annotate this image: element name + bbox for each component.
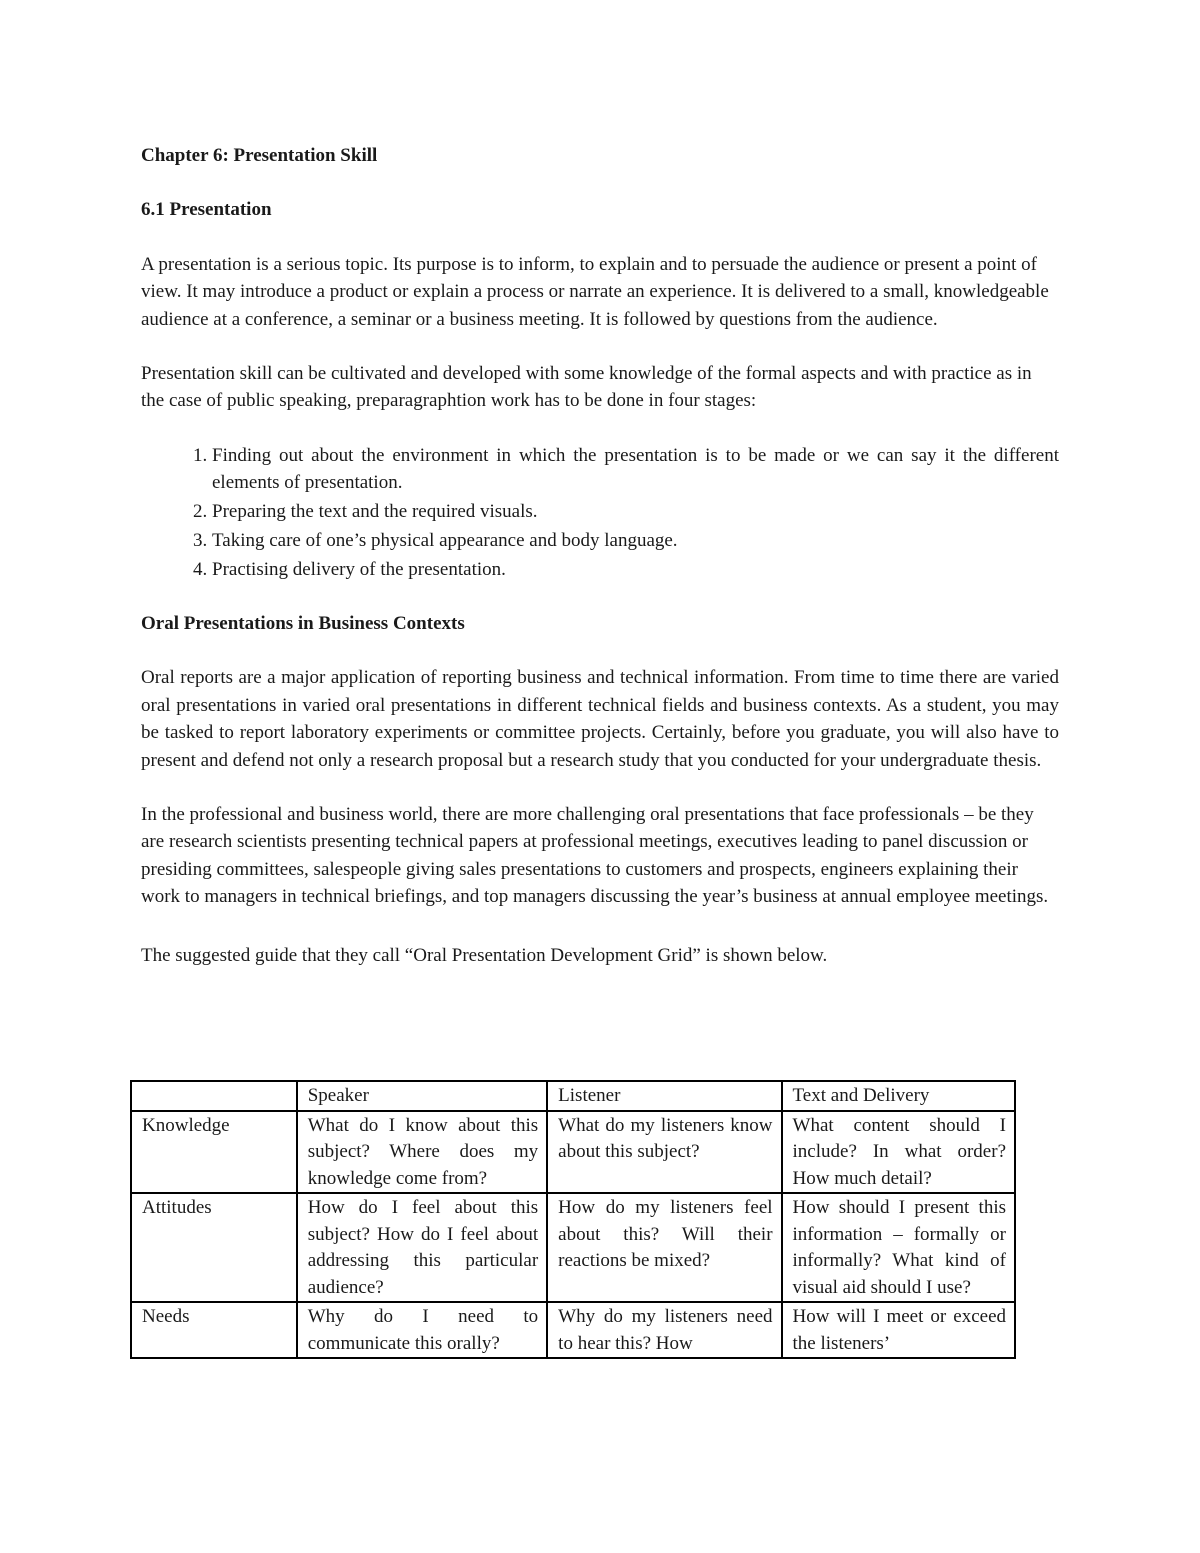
paragraph-professional-world: In the professional and business world, there are more challenging oral presentations that face professionals – be they are research scientists presenting technical papers at professional meetings, executives leading to panel discussion or presiding committees, salespeople giving sales presentations to customers and prospects, engineers explaining their work to managers in technical briefings, and top managers discussing the year’s business at annual employee meetings. xyxy=(141,803,1049,908)
stages-list xyxy=(141,442,1059,584)
table-cell: What do I know about this subject? Where does my knowledge come from? xyxy=(297,1111,547,1194)
table-row xyxy=(131,1193,1015,1302)
table-cell: How will I meet or exceed the listeners’ xyxy=(782,1302,1015,1358)
table-row xyxy=(131,1302,1015,1358)
paragraph-oral-reports: Oral reports are a major application of reporting business and technical information. From time to time there are varied oral presentations in varied oral presentations in different technical fields and business contexts. As a student, you may be tasked to report laboratory experiments or committee projects. Certainly, before you graduate, you will also have to present and defend not only a research proposal but a research study that you conducted for your undergraduate thesis. xyxy=(141,667,1059,771)
row-label: Knowledge xyxy=(131,1111,297,1194)
paragraph-grid-intro: The suggested guide that they call “Oral Presentation Development Grid” is shown below. xyxy=(141,944,828,966)
list-item: 2. Preparing the text and the required visuals. xyxy=(212,498,1059,525)
paragraph-presentation-definition: A presentation is a serious topic. Its purpose is to inform, to explain and to persuade the audience or present a point of view. It may introduce a product or explain a process or narrate an experience. It is delivered to a small, knowledgeable audience at a conference, a seminar or a business meeting. It is followed by questions from the audience. xyxy=(141,253,1049,330)
table-row xyxy=(131,1111,1015,1194)
section-heading-presentation: 6.1 Presentation xyxy=(141,199,272,221)
table-cell: Why do my listeners need to hear this? How xyxy=(547,1302,781,1358)
table-header-cell: Listener xyxy=(547,1081,781,1111)
table-cell: How should I present this information – formally or informally? What kind of visual aid should I use? xyxy=(782,1193,1015,1302)
table-cell: What do my listeners know about this subject? xyxy=(547,1111,781,1194)
paragraph-presentation-skill: Presentation skill can be cultivated and developed with some knowledge of the formal aspects and with practice as in the case of public speaking, preparagraphtion work has to be done in four stages: xyxy=(141,363,1032,412)
table-header-row xyxy=(131,1081,1015,1111)
chapter-title: Chapter 6: Presentation Skill xyxy=(141,145,378,166)
row-label: Needs xyxy=(131,1302,297,1358)
table-header-cell: Speaker xyxy=(297,1081,547,1111)
list-item: 3. Taking care of one’s physical appearance and body language. xyxy=(212,527,1059,554)
document-page xyxy=(141,142,1059,969)
row-label: Attitudes xyxy=(131,1193,297,1302)
table-cell: How do I feel about this subject? How do I feel about addressing this particular audience? xyxy=(297,1193,547,1302)
table-cell: Why do I need to communicate this orally? xyxy=(297,1302,547,1358)
list-item: 4. Practising delivery of the presentation. xyxy=(212,556,1059,583)
table-cell: How do my listeners feel about this? Will their reactions be mixed? xyxy=(547,1193,781,1302)
list-item: 1. Finding out about the environment in which the presentation is to be made or we can say it the different elements of presentation. xyxy=(212,442,1059,497)
table-header-cell: Text and Delivery xyxy=(782,1081,1015,1111)
oral-presentation-grid xyxy=(130,1080,1016,1359)
table-cell: What content should I include? In what order? How much detail? xyxy=(782,1111,1015,1194)
section-heading-business: Oral Presentations in Business Contexts xyxy=(141,612,465,634)
table-header-cell xyxy=(131,1081,297,1111)
